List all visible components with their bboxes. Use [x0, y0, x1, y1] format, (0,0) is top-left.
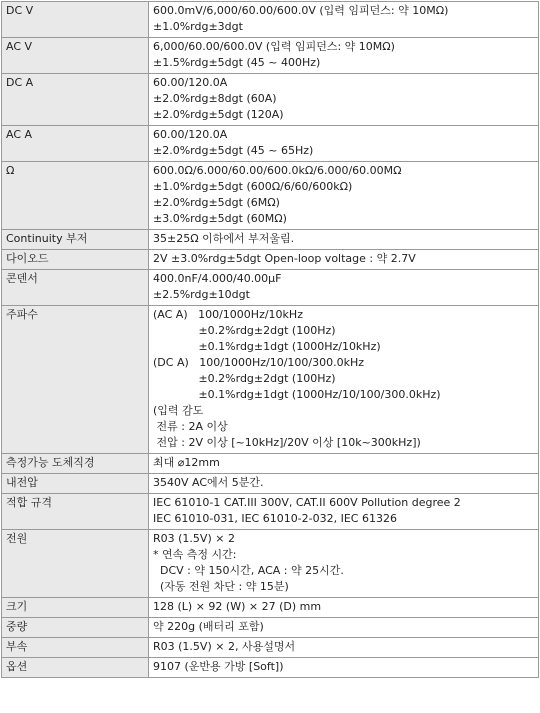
table-row — [2, 530, 539, 598]
spec-value — [149, 230, 539, 250]
spec-value-line: (입력 감도 — [153, 404, 204, 417]
spec-value-line: ±2.5%rdg±10dgt — [153, 288, 250, 301]
table-row — [2, 2, 539, 38]
spec-label: AC A — [2, 126, 149, 162]
table-row — [2, 598, 539, 618]
spec-value-line: ±0.2%rdg±2dgt (100Hz) — [153, 372, 336, 385]
spec-value — [149, 270, 539, 306]
spec-value — [149, 494, 539, 530]
spec-value-line: 최대 ⌀12mm — [153, 456, 220, 469]
table-row — [2, 270, 539, 306]
spec-value — [149, 638, 539, 658]
spec-label: 내전압 — [2, 474, 149, 494]
table-row — [2, 618, 539, 638]
spec-value — [149, 126, 539, 162]
spec-value-line: ±1.0%rdg±3dgt — [153, 20, 243, 33]
spec-value — [149, 530, 539, 598]
table-row — [2, 126, 539, 162]
spec-label: DC V — [2, 2, 149, 38]
spec-value-line: ±3.0%rdg±5dgt (60MΩ) — [153, 212, 287, 225]
spec-value-line: 400.0nF/4.000/40.00μF — [153, 272, 282, 285]
table-row — [2, 494, 539, 530]
spec-value — [149, 474, 539, 494]
spec-value — [149, 74, 539, 126]
spec-label: 부속 — [2, 638, 149, 658]
spec-value-line: 전압 : 2V 이상 [~10kHz]/20V 이상 [10k~300kHz]) — [153, 436, 421, 449]
spec-value-line: R03 (1.5V) × 2 — [153, 532, 235, 545]
spec-value-line: (자동 전원 차단 : 약 15분) — [153, 580, 289, 593]
table-row — [2, 250, 539, 270]
spec-value-line: 3540V AC에서 5분간. — [153, 476, 264, 489]
spec-label: 다이오드 — [2, 250, 149, 270]
spec-value-line: ±2.0%rdg±5dgt (6MΩ) — [153, 196, 280, 209]
spec-value-line: ±0.1%rdg±1dgt (1000Hz/10/100/300.0kHz) — [153, 388, 441, 401]
spec-value-line: 6,000/60.00/600.0V (입력 임피던스: 약 10MΩ) — [153, 40, 395, 53]
spec-value — [149, 598, 539, 618]
spec-value-line: IEC 61010-1 CAT.III 300V, CAT.II 600V Pollution degree 2 — [153, 496, 461, 509]
spec-value-line: 128 (L) × 92 (W) × 27 (D) mm — [153, 600, 322, 613]
spec-value-line: 600.0mV/6,000/60.00/600.0V (입력 임피던스: 약 10MΩ) — [153, 4, 449, 17]
spec-value-line: ±1.0%rdg±5dgt (600Ω/6/60/600kΩ) — [153, 180, 353, 193]
table-row — [2, 454, 539, 474]
spec-label: 콘덴서 — [2, 270, 149, 306]
spec-label: 측정가능 도체직경 — [2, 454, 149, 474]
table-row — [2, 230, 539, 250]
spec-value — [149, 162, 539, 230]
table-row — [2, 474, 539, 494]
spec-value — [149, 306, 539, 454]
spec-label: Ω — [2, 162, 149, 230]
spec-value-line: ±1.5%rdg±5dgt (45 ~ 400Hz) — [153, 56, 321, 69]
spec-value — [149, 2, 539, 38]
spec-value-line: 전류 : 2A 이상 — [153, 420, 228, 433]
spec-value — [149, 658, 539, 678]
spec-value-line: 약 220g (배터리 포함) — [153, 620, 264, 633]
table-row — [2, 162, 539, 230]
spec-label: 크기 — [2, 598, 149, 618]
spec-label: 옵션 — [2, 658, 149, 678]
spec-value-line: ±2.0%rdg±8dgt (60A) — [153, 92, 277, 105]
spec-value-line: ±2.0%rdg±5dgt (45 ~ 65Hz) — [153, 144, 314, 157]
spec-value — [149, 618, 539, 638]
spec-value-line: ±2.0%rdg±5dgt (120A) — [153, 108, 284, 121]
spec-label: AC V — [2, 38, 149, 74]
spec-label: 주파수 — [2, 306, 149, 454]
spec-value-line: 2V ±3.0%rdg±5dgt Open-loop voltage : 약 2.7V — [153, 252, 416, 265]
table-row — [2, 38, 539, 74]
spec-value-line: * 연속 측정 시간: — [153, 548, 237, 561]
spec-value-line: 35±25Ω 이하에서 부저울림. — [153, 232, 295, 245]
spec-value-line: ±0.1%rdg±1dgt (1000Hz/10kHz) — [153, 340, 381, 353]
spec-value-line: (DC A) 100/1000Hz/10/100/300.0kHz — [153, 356, 365, 369]
spec-value-line: 60.00/120.0A — [153, 128, 228, 141]
spec-value-line: ±0.2%rdg±2dgt (100Hz) — [153, 324, 336, 337]
spec-value — [149, 250, 539, 270]
spec-table-body — [2, 2, 539, 678]
spec-value — [149, 454, 539, 474]
table-row — [2, 658, 539, 678]
spec-label: DC A — [2, 74, 149, 126]
spec-value-line: 600.0Ω/6.000/60.00/600.0kΩ/6.000/60.00MΩ — [153, 164, 402, 177]
spec-label: 적합 규격 — [2, 494, 149, 530]
table-row — [2, 638, 539, 658]
spec-label: 중량 — [2, 618, 149, 638]
spec-value-line: 9107 (운반용 가방 [Soft]) — [153, 660, 284, 673]
table-row — [2, 306, 539, 454]
spec-value-line: 60.00/120.0A — [153, 76, 228, 89]
spec-table — [1, 1, 539, 678]
spec-label: Continuity 부저 — [2, 230, 149, 250]
spec-value — [149, 38, 539, 74]
spec-label: 전원 — [2, 530, 149, 598]
spec-value-line: IEC 61010-031, IEC 61010-2-032, IEC 61326 — [153, 512, 397, 525]
spec-value-line: R03 (1.5V) × 2, 사용설명서 — [153, 640, 296, 653]
table-row — [2, 74, 539, 126]
spec-value-line: DCV : 약 150시간, ACA : 약 25시간. — [153, 564, 344, 577]
spec-value-line: (AC A) 100/1000Hz/10kHz — [153, 308, 303, 321]
